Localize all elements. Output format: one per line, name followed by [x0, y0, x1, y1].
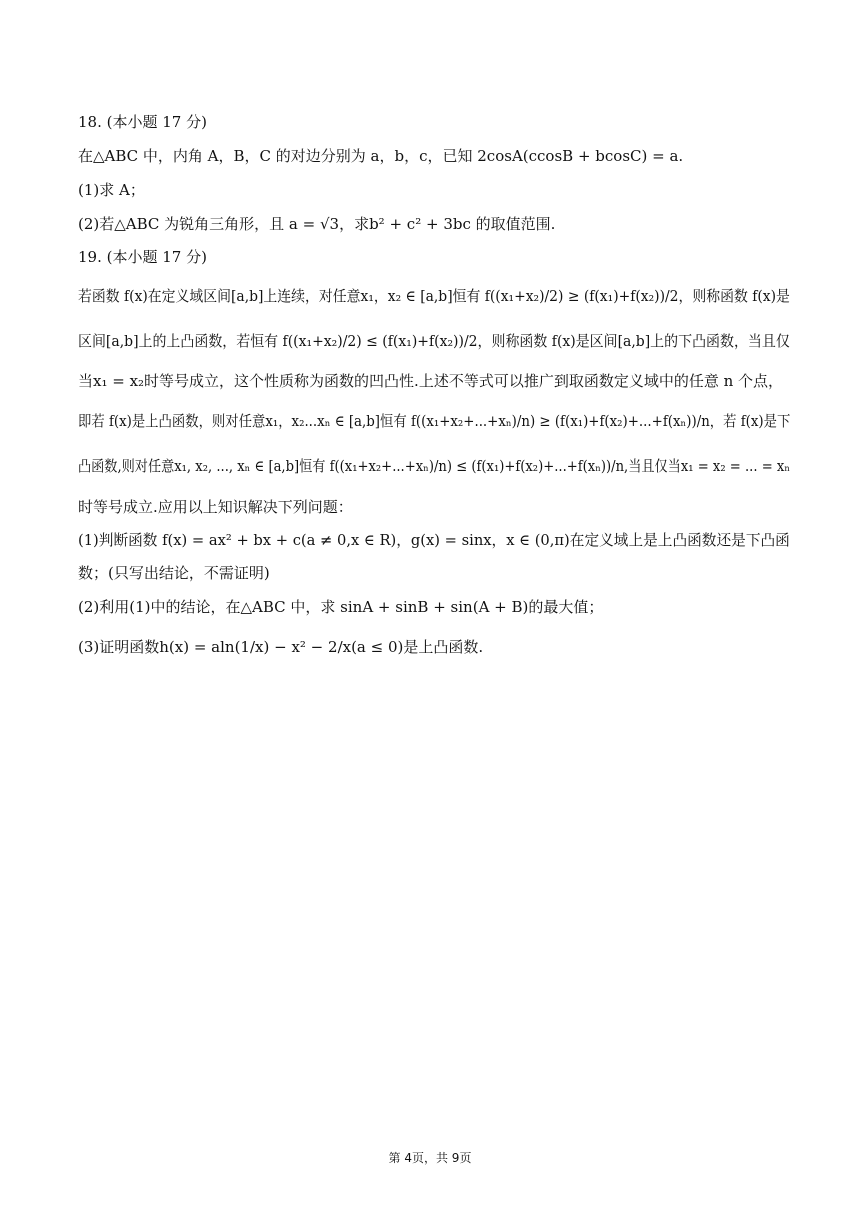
q19-part1b: 数；(只写出结论，不需证明) — [78, 564, 270, 582]
page-footer: 第 4页，共 9页 — [388, 1151, 472, 1165]
q19-part1a: (1)判断函数 f(x) = ax² + bx + c(a ≠ 0,x ∈ R)，g(x) = sinx，x ∈ (0,π)在定义域上是上凸函数还是下凸函 — [78, 531, 790, 549]
q19-line6: 时等号成立.应用以上知识解决下列问题： — [78, 498, 353, 516]
q19-line2: 区间[a,b]上的上凸函数，若恒有 f((x₁+x₂)/2) ≤ (f(x₁)+f(x₂))/2，则称函数 f(x)是区间[a,b]上的下凸函数，当且仅 — [78, 332, 790, 350]
q19-line3: 当x₁ = x₂时等号成立，这个性质称为函数的凹凸性.上述不等式可以推广到取函数定义域中的任意 n 个点， — [78, 372, 784, 390]
q18-header: 18. (本小题 17 分) — [78, 113, 207, 131]
q19-part2: (2)利用(1)中的结论，在△ABC 中，求 sinA + sinB + sin(A + B)的最大值； — [78, 598, 604, 616]
q19-header: 19. (本小题 17 分) — [78, 248, 207, 266]
q19-part3: (3)证明函数h(x) = aln(1/x) − x² − 2/x(a ≤ 0)是上凸函数. — [78, 638, 484, 656]
q19-line4: 即若 f(x)是上凸函数，则对任意x₁，x₂...xₙ ∈ [a,b]恒有 f((x₁+x₂+...+xₙ)/n) ≥ (f(x₁)+f(x₂)+...+f(xₙ))/n，若 f(x)是下 — [78, 412, 791, 430]
q18-stem: 在△ABC 中，内角 A，B，C 的对边分别为 a，b，c，已知 2cosA(ccosB + bcosC) = a. — [78, 147, 684, 165]
q19-line1: 若函数 f(x)在定义域区间[a,b]上连续，对任意x₁，x₂ ∈ [a,b]恒有 f((x₁+x₂)/2) ≥ (f(x₁)+f(x₂))/2，则称函数 f(x)是 — [78, 287, 790, 305]
q19-line5: 凸函数,则对任意x₁, x₂, ..., xₙ ∈ [a,b]恒有 f((x₁+x₂+...+xₙ)/n) ≤ (f(x₁)+f(x₂)+...+f(xₙ))/n,当且仅当x₁ = x₂ = ... = xₙ — [78, 457, 791, 475]
q18-part2: (2)若△ABC 为锐角三角形，且 a = √3，求b² + c² + 3bc 的取值范围. — [78, 215, 556, 233]
q18-part1: (1)求 A； — [78, 181, 145, 199]
